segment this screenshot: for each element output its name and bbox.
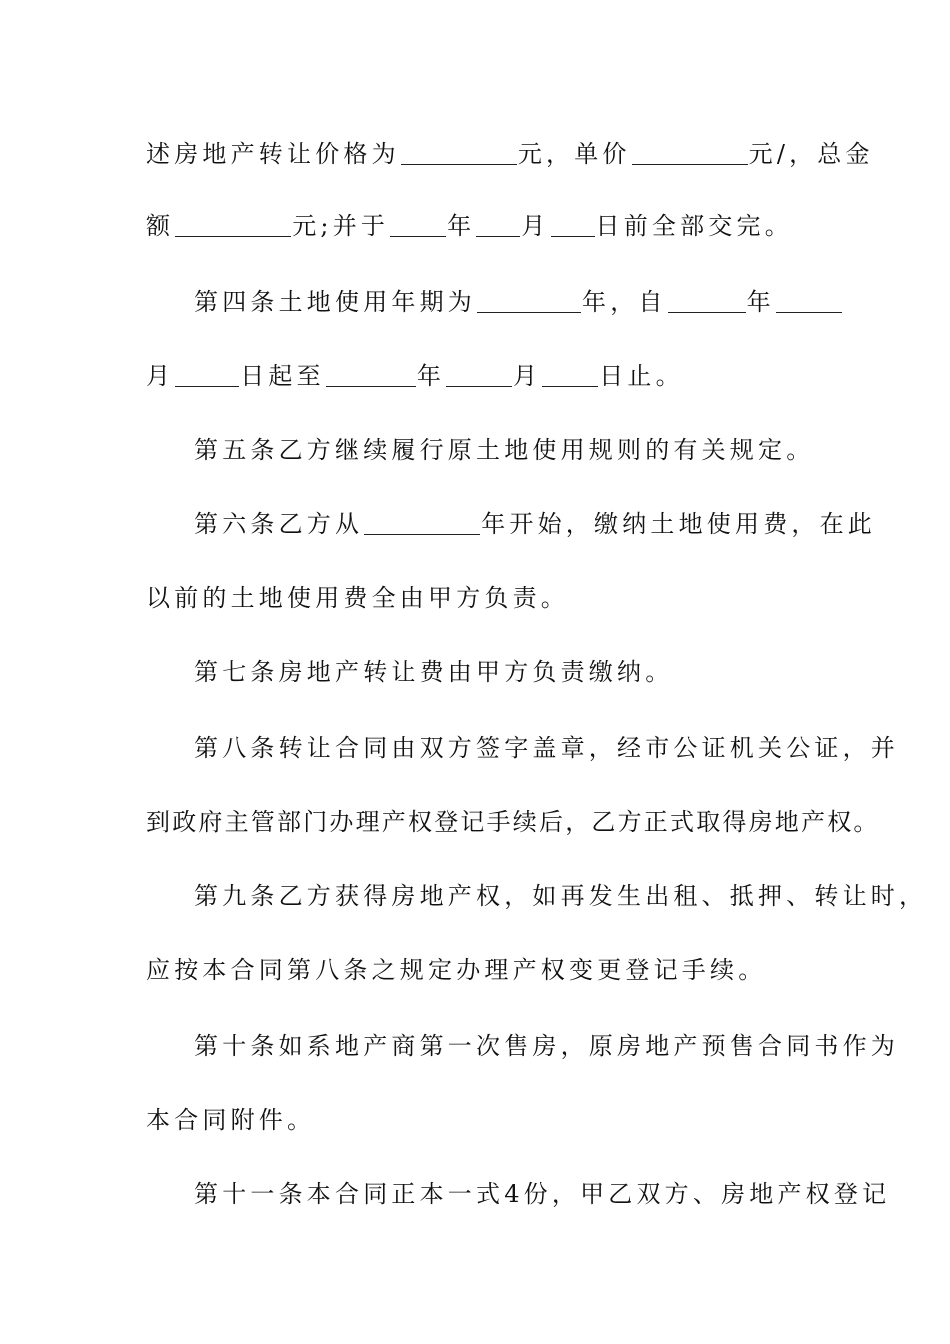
fill-blank [542,362,598,387]
text-line: 第七条房地产转让费由甲方负责缴纳。 [194,658,674,686]
text-segment: 日起至 [240,362,325,390]
text-line: 第八条转让合同由双方签字盖章，经市公证机关公证，并 [194,734,899,762]
text-line [194,508,877,540]
text-segment: 年 [746,288,775,316]
text-segment: 元，单价 [517,140,631,168]
text-segment: 年开始，缴纳土地使用费，在此 [481,510,877,538]
text-line: 第十一条本合同正本一式4份，甲乙双方、房地产权登记 [194,1180,891,1208]
text-line: 第五条乙方继续履行原土地使用规则的有关规定。 [194,436,815,464]
fill-blank [477,288,581,313]
text-line: 到政府主管部门办理产权登记手续后，乙方正式取得房地产权。 [146,808,880,836]
text-segment: 述房地产转让价格为 [146,140,400,168]
text-line [146,360,810,392]
text-segment: 元/，总金 [748,140,874,168]
text-segment: 月 [513,362,542,390]
text-segment: 第四条土地使用年期为 [194,288,476,316]
text-line: 第九条乙方获得房地产权，如再发生出租、抵押、转让时， [194,882,928,910]
text-segment: 额 [146,212,175,240]
fill-blank [401,140,517,165]
fill-blank [364,510,480,535]
fill-blank [446,362,512,387]
text-segment: 第六条乙方从 [194,510,364,538]
fill-blank [551,212,595,237]
text-segment: 月 [521,212,550,240]
text-segment: 元;并于 [292,212,390,240]
text-line [146,210,810,242]
fill-blank [326,362,416,387]
fill-blank [175,212,291,237]
text-line [146,138,874,170]
fill-blank [776,288,842,313]
text-segment: 年，自 [582,288,667,316]
fill-blank [632,140,748,165]
text-segment: 年 [447,212,476,240]
text-line: 本合同附件。 [146,1106,316,1134]
fill-blank [668,288,746,313]
text-line: 应按本合同第八条之规定办理产权变更登记手续。 [146,956,767,984]
text-segment: 年 [416,362,446,390]
fill-blank [390,212,446,237]
text-segment: 日止。 [599,362,684,390]
text-line: 以前的土地使用费全由甲方负责。 [146,584,569,612]
text-segment: 月 [146,362,175,390]
text-line: 第十条如系地产商第一次售房，原房地产预售合同书作为 [194,1032,899,1060]
text-line [194,286,810,318]
fill-blank [175,362,239,387]
text-segment: 日前全部交完。 [595,212,793,240]
fill-blank [476,212,520,237]
